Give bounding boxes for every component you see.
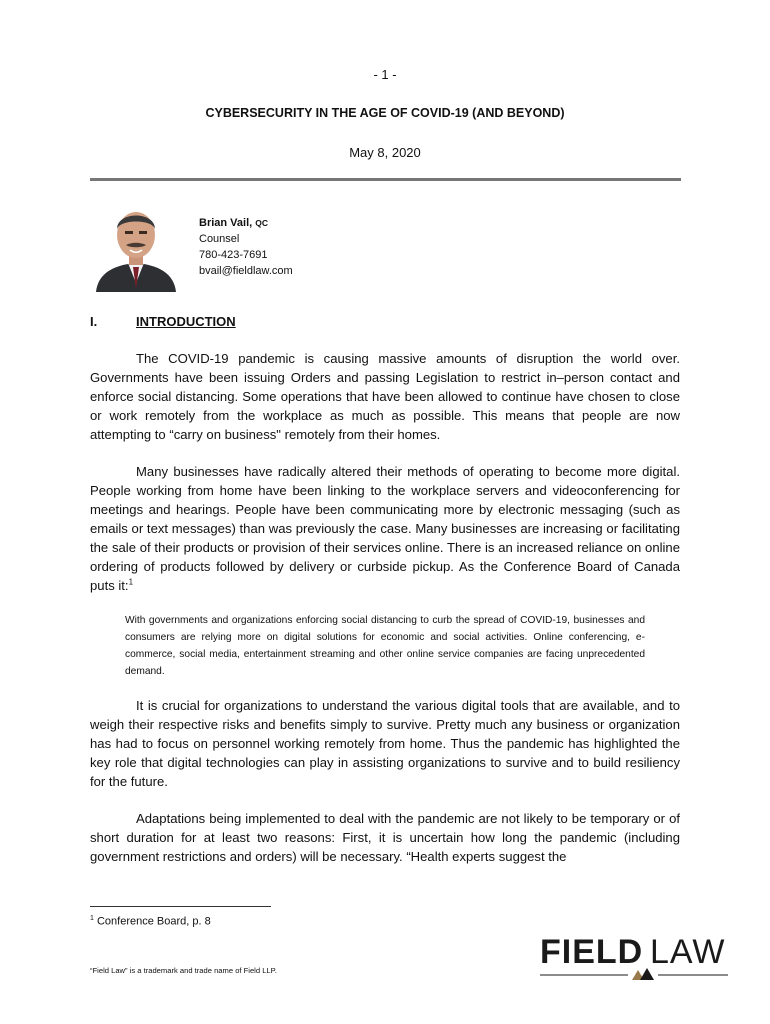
- author-block: [199, 215, 293, 279]
- block-quote: With governments and organizations enforcing social distancing to curb the spread of COVID-19, businesses and consumers are relying more on digital solutions for economic and social activities. Online conferencing, e-commerce, social media, entertainment streaming and other online service companies are facing unprecedented demand.: [125, 615, 645, 677]
- author-name: Brian Vail,: [199, 217, 253, 229]
- footnote-marker: 1: [90, 915, 94, 922]
- author-name-line: [199, 215, 293, 231]
- author-email: bvail@fieldlaw.com: [199, 265, 293, 277]
- field-law-logo: [540, 930, 730, 985]
- document-date: May 8, 2020: [349, 145, 421, 160]
- author-role: Counsel: [199, 233, 240, 245]
- logo-word-field: FIELD: [540, 933, 644, 971]
- author-phone: 780-423-7691: [199, 249, 268, 261]
- document-title: CYBERSECURITY IN THE AGE OF COVID-19 (AND BEYOND): [205, 106, 565, 120]
- logo-word-law: LAW: [650, 933, 726, 971]
- footnote: [90, 915, 211, 928]
- author-portrait-icon: [92, 199, 180, 292]
- footnote-reference: 1: [128, 577, 134, 587]
- section-title: INTRODUCTION: [136, 314, 236, 329]
- footnote-divider: [90, 906, 271, 907]
- author-photo: [92, 199, 180, 292]
- section-number: I.: [90, 314, 98, 329]
- footnote-text: Conference Board, p. 8: [96, 915, 211, 928]
- trademark-notice: “Field Law” is a trademark and trade name of Field LLP.: [90, 966, 277, 975]
- paragraph-2: [90, 462, 680, 595]
- page-number: - 1 -: [373, 67, 397, 82]
- paragraph-2-text: Many businesses have radically altered their methods of operating to become more digital. People working from home have been linking to the workplace servers and videoconferencing for meetings and hearings. People have been communicating more by electronic messaging (such as emails or text messages) than was previously the case. Many businesses are increasing or facilitating the sale of their products or provision of their services online. There is an increased reliance on online ordering of products followed by delivery or curbside pickup. As the Conference Board of Canada puts it:: [90, 464, 680, 593]
- header-divider: [90, 178, 681, 181]
- paragraph-3: It is crucial for organizations to understand the various digital tools that are available, and to weigh their respective risks and benefits simply to survive. Pretty much any business or organization has had to focus on personnel working remotely from home. Thus the pandemic has highlighted the key role that digital technologies can play in assisting organizations to survive and to build resiliency for the future.: [90, 698, 680, 789]
- author-suffix: QC: [255, 218, 269, 228]
- paragraph-4: Adaptations being implemented to deal with the pandemic are not likely to be temporary or of short duration for at least two reasons: First, it is uncertain how long the pandemic (including government restrictions and orders) will be necessary. “Health experts suggest the: [90, 811, 680, 864]
- paragraph-1: The COVID-19 pandemic is causing massive amounts of disruption the world over. Governments have been issuing Orders and passing Legislation to restrict in–person contact and enforce social distancing. Some operations that have been allowed to continue have chosen to close or work remotely from the workplace as much as possible. This means that people are now attempting to “carry on business" remotely from their homes.: [90, 351, 680, 442]
